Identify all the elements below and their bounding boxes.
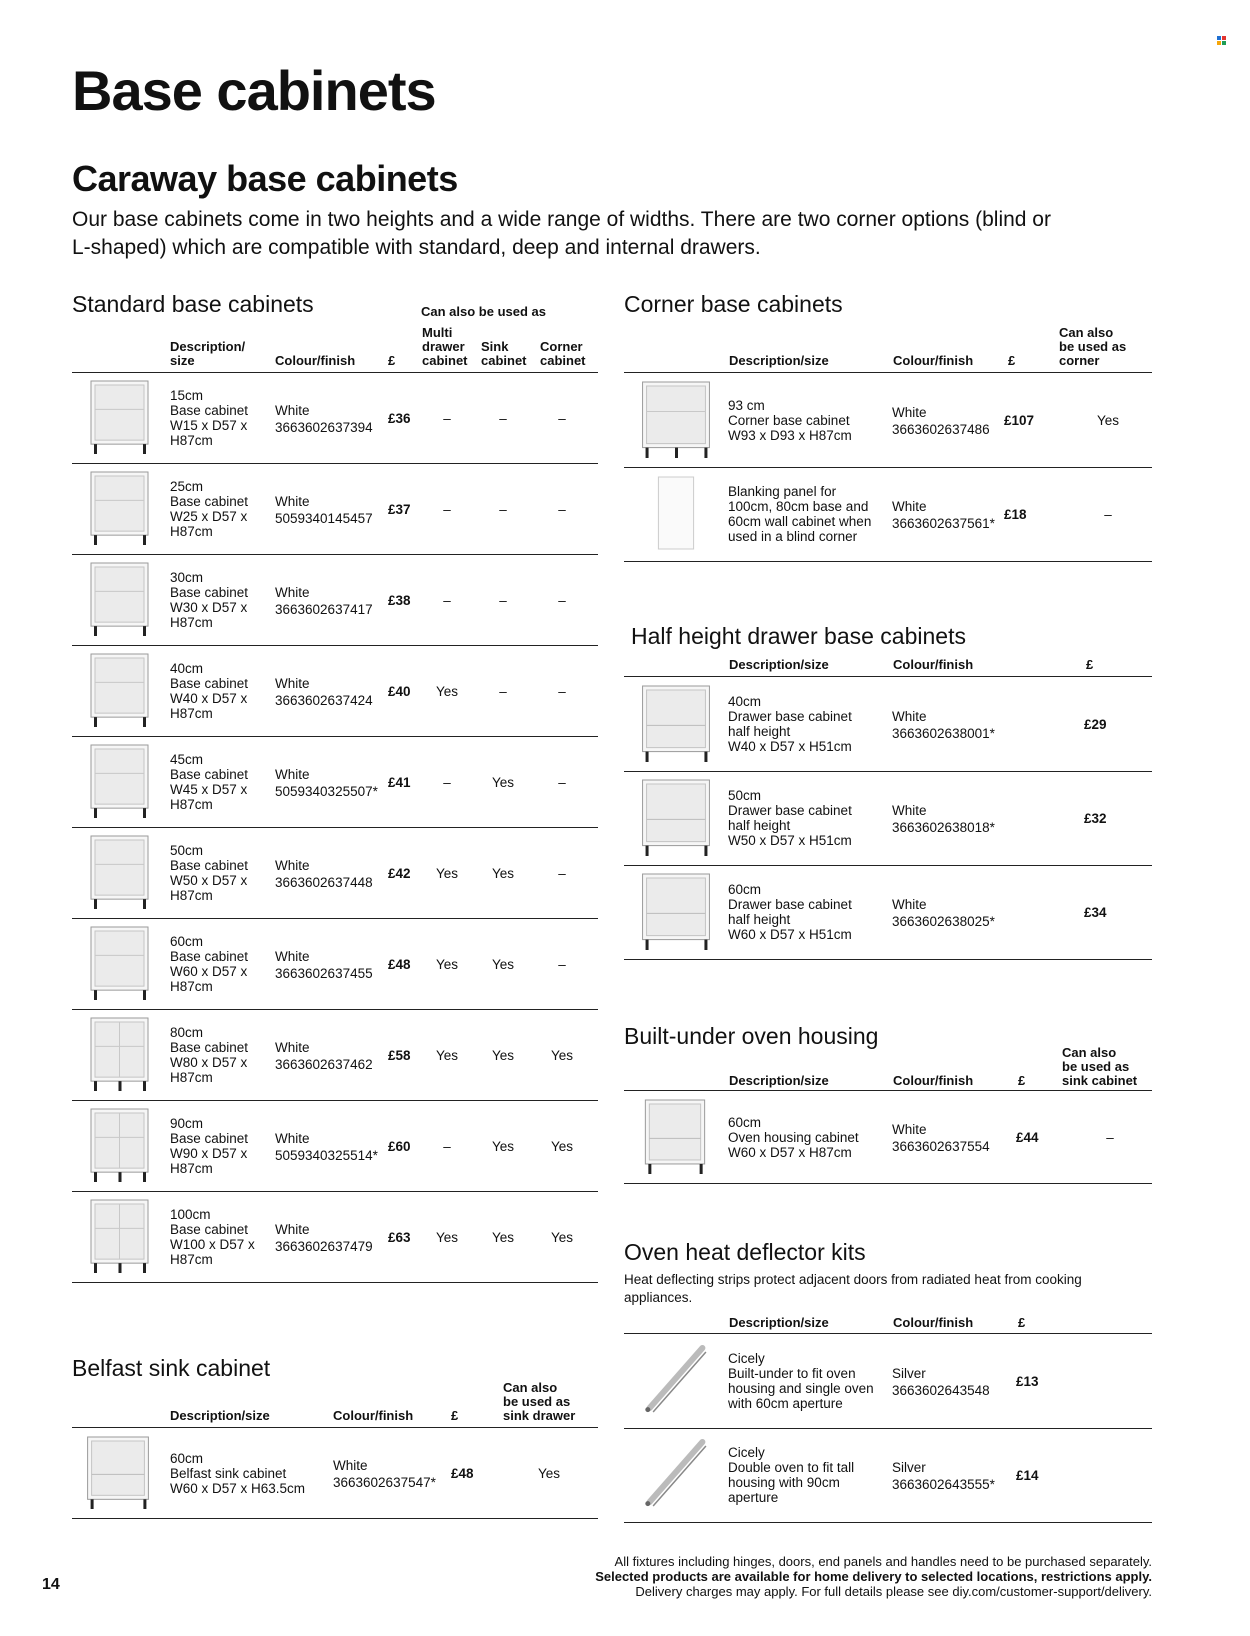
colour-finish: Silver: [892, 1460, 926, 1475]
deflector-header-price: £: [1018, 1315, 1026, 1330]
sink-cabinet-value: Yes: [491, 865, 515, 881]
belfast-section-title: Belfast sink cabinet: [72, 1355, 271, 1381]
multi-drawer-value: –: [443, 410, 451, 426]
price: £38: [388, 592, 411, 608]
sink-cabinet-value: –: [499, 410, 507, 426]
product-code: 3663602637561*: [892, 516, 995, 531]
deflector-header-colour: Colour/finish: [893, 1315, 974, 1330]
price: £32: [1084, 811, 1107, 826]
belfast-sink-cabinet-icon: [78, 1434, 158, 1515]
colour-finish: White: [275, 1130, 310, 1146]
page-number: 14: [42, 1576, 60, 1593]
colour-finish: White: [892, 405, 927, 420]
colour-finish: White: [892, 1122, 927, 1137]
price: £41: [388, 774, 411, 790]
half-header-colour: Colour/finish: [893, 657, 974, 672]
sink-cabinet-value: –: [499, 683, 507, 699]
price: £14: [1016, 1468, 1039, 1483]
multi-drawer-value: Yes: [435, 1047, 459, 1063]
footer-notes: [452, 1554, 1152, 1599]
table-row: [72, 1100, 598, 1192]
base-cabinet-icon: [82, 1015, 157, 1097]
multi-drawer-value: –: [443, 592, 451, 608]
base-cabinet-icon: [82, 1106, 157, 1188]
product-description: 15cm Base cabinet W15 x D57 x H87cm: [170, 387, 249, 448]
sink-cabinet-value: Yes: [491, 1138, 515, 1154]
colour-finish: White: [275, 675, 310, 691]
base-cabinet-icon: [82, 742, 157, 824]
footer-note-charges: Delivery charges may apply. For full details please see diy.com/customer-support/delivery.: [635, 1584, 1152, 1599]
price: £29: [1084, 717, 1107, 732]
price: £42: [388, 865, 411, 881]
table-row: [72, 827, 598, 919]
product-description: 30cm Base cabinet W30 x D57 x H87cm: [170, 569, 249, 630]
product-code: 3663602637462: [275, 1056, 373, 1072]
product-description: Cicely Built-under to fit oven housing and single oven with 60cm aperture: [728, 1351, 874, 1411]
product-description: 100cm Base cabinet W100 x D57 x H87cm: [170, 1206, 255, 1267]
corner-cabinet-value: –: [558, 774, 566, 790]
price: £18: [1004, 507, 1027, 522]
heat-deflector-strip-icon: [632, 1434, 720, 1519]
table-row: [72, 1191, 598, 1283]
colour-finish: White: [275, 584, 310, 600]
price: £58: [388, 1047, 411, 1063]
product-description: Cicely Double oven to fit tall housing with 90cm aperture: [728, 1445, 855, 1505]
base-cabinet-icon: [82, 651, 157, 733]
price: £60: [388, 1138, 411, 1154]
standard-section-title: Standard base cabinets: [72, 291, 314, 317]
sink-cabinet-value: –: [499, 592, 507, 608]
corner-cabinet-value: –: [558, 410, 566, 426]
header-colour: Colour/finish: [275, 353, 356, 368]
multi-drawer-value: Yes: [435, 956, 459, 972]
sink-cabinet-value: Yes: [491, 956, 515, 972]
price: £63: [388, 1229, 411, 1245]
corner-cabinet-value: Yes: [550, 1138, 574, 1154]
product-code: 3663602638001*: [892, 726, 995, 741]
price: £34: [1084, 905, 1107, 920]
table-row: [624, 373, 1152, 468]
product-code: 3663602637486: [892, 422, 990, 437]
sink-cabinet-value: Yes: [491, 1229, 515, 1245]
footer-note-fixtures: All fixtures including hinges, doors, end panels and handles need to be purchased separately.: [614, 1554, 1152, 1569]
multi-drawer-value: –: [443, 1138, 451, 1154]
colour-finish: White: [892, 499, 927, 514]
sink-cabinet-use-value: –: [1106, 1130, 1114, 1145]
product-description: Blanking panel for 100cm, 80cm base and 60cm wall cabinet when used in a blind corner: [728, 484, 872, 544]
corner-cabinet-value: –: [558, 683, 566, 699]
price: £107: [1004, 413, 1035, 428]
colour-finish: White: [892, 709, 927, 724]
oven-housing-section-title: Built-under oven housing: [624, 1023, 879, 1049]
price: £40: [388, 683, 411, 699]
product-description: 80cm Base cabinet W80 x D57 x H87cm: [170, 1024, 249, 1085]
product-description: 50cm Drawer base cabinet half height W50 x D57 x H51cm: [728, 788, 852, 848]
price: £44: [1016, 1130, 1039, 1145]
product-description: 40cm Drawer base cabinet half height W40 x D57 x H51cm: [728, 694, 852, 754]
product-code: 3663602638018*: [892, 820, 995, 835]
corner-cabinet-value: –: [558, 865, 566, 881]
multi-drawer-value: Yes: [435, 865, 459, 881]
base-cabinet-icon: [82, 833, 157, 915]
drawer-base-cabinet-icon: [632, 871, 720, 956]
deflector-header-description: Description/size: [729, 1315, 829, 1330]
corner-header-also: Can also be used as corner: [1059, 325, 1127, 368]
colour-finish: White: [275, 493, 310, 509]
product-code: 3663602637448: [275, 874, 373, 890]
belfast-header-price: £: [451, 1408, 459, 1423]
product-description: 45cm Base cabinet W45 x D57 x H87cm: [170, 751, 249, 812]
base-cabinet-icon: [82, 1197, 157, 1279]
half-header-description: Description/size: [729, 657, 829, 672]
oven-housing-cabinet-icon: [636, 1097, 714, 1180]
sink-drawer-value: Yes: [537, 1466, 561, 1481]
table-row: [72, 1009, 598, 1101]
price: £37: [388, 501, 411, 517]
corner-header-colour: Colour/finish: [893, 353, 974, 368]
page-title: Base cabinets: [72, 59, 436, 122]
colour-finish: White: [275, 1039, 310, 1055]
sink-cabinet-value: Yes: [491, 1047, 515, 1063]
drawer-base-cabinet-icon: [632, 777, 720, 862]
section-subtitle: Caraway base cabinets: [72, 158, 458, 199]
product-code: 3663602643555*: [892, 1477, 995, 1492]
corner-cabinet-icon: [632, 473, 720, 558]
product-code: 3663602637417: [275, 601, 373, 617]
deflector-intro: Heat deflecting strips protect adjacent doors from radiated heat from cooking appliances.: [624, 1272, 1082, 1305]
corner-cabinet-value: –: [558, 501, 566, 517]
product-description: 60cm Base cabinet W60 x D57 x H87cm: [170, 933, 249, 994]
table-row: [624, 865, 1152, 960]
corner-header-description: Description/size: [729, 353, 829, 368]
table-row: [72, 736, 598, 828]
half-height-section-title: Half height drawer base cabinets: [631, 623, 966, 649]
header-price: £: [388, 353, 396, 368]
base-cabinet-icon: [82, 469, 157, 551]
header-sink: Sink cabinet: [481, 339, 527, 368]
corner-cabinet-value: –: [558, 592, 566, 608]
product-code: 3663602643548: [892, 1383, 990, 1398]
table-row: [624, 771, 1152, 866]
product-code: 3663602637424: [275, 692, 373, 708]
product-code: 5059340325514*: [275, 1147, 378, 1163]
header-description: Description/ size: [170, 339, 246, 368]
multi-drawer-value: –: [443, 501, 451, 517]
drawer-base-cabinet-icon: [632, 683, 720, 768]
product-description: 60cm Belfast sink cabinet W60 x D57 x H63.5cm: [170, 1450, 306, 1496]
table-row: [72, 554, 598, 646]
price: £36: [388, 410, 411, 426]
product-code: 3663602637394: [275, 419, 373, 435]
oven-header-colour: Colour/finish: [893, 1073, 974, 1088]
colour-finish: White: [275, 948, 310, 964]
colour-finish: White: [275, 1221, 310, 1237]
table-row: [72, 372, 598, 464]
colour-finish: White: [333, 1458, 368, 1473]
product-description: 60cm Drawer base cabinet half height W60 x D57 x H51cm: [728, 882, 852, 942]
product-description: 90cm Base cabinet W90 x D57 x H87cm: [170, 1115, 249, 1176]
corner-header-price: £: [1008, 353, 1016, 368]
corner-cabinet-value: –: [558, 956, 566, 972]
base-cabinet-icon: [82, 924, 157, 1006]
product-code: 3663602637455: [275, 965, 373, 981]
table-row: [624, 1091, 1152, 1184]
table-row: [72, 645, 598, 737]
colour-finish: White: [275, 857, 310, 873]
table-row: [624, 467, 1152, 562]
price: £13: [1016, 1374, 1039, 1389]
table-row: [72, 918, 598, 1010]
table-row: [72, 463, 598, 555]
colour-finish: White: [892, 803, 927, 818]
colour-finish: Silver: [892, 1366, 926, 1381]
table-row: [624, 1428, 1152, 1523]
product-code: 5059340325507*: [275, 783, 378, 799]
deflector-section-title: Oven heat deflector kits: [624, 1239, 866, 1265]
oven-header-also: Can also be used as sink cabinet: [1062, 1045, 1138, 1088]
sink-cabinet-value: –: [499, 501, 507, 517]
product-description: 25cm Base cabinet W25 x D57 x H87cm: [170, 478, 249, 539]
price: £48: [451, 1466, 474, 1481]
colour-finish: White: [275, 766, 310, 782]
table-row: [72, 1428, 598, 1519]
base-cabinet-icon: [82, 560, 157, 642]
table-row: [624, 677, 1152, 772]
belfast-header-also: Can also be used as sink drawer: [503, 1380, 576, 1423]
oven-header-price: £: [1018, 1073, 1026, 1088]
product-code: 3663602637547*: [333, 1475, 436, 1490]
product-code: 3663602638025*: [892, 914, 995, 929]
sink-cabinet-value: Yes: [491, 774, 515, 790]
corner-section-title: Corner base cabinets: [624, 291, 843, 317]
multi-drawer-value: –: [443, 774, 451, 790]
half-header-price: £: [1086, 657, 1094, 672]
oven-header-description: Description/size: [729, 1073, 829, 1088]
product-code: 3663602637554: [892, 1139, 990, 1154]
product-code: 3663602637479: [275, 1238, 373, 1254]
belfast-header-description: Description/size: [170, 1408, 270, 1423]
product-description: 50cm Base cabinet W50 x D57 x H87cm: [170, 842, 249, 903]
header-corner: Corner cabinet: [540, 339, 586, 368]
header-multi-drawer: Multi drawer cabinet: [422, 325, 468, 368]
product-description: 40cm Base cabinet W40 x D57 x H87cm: [170, 660, 249, 721]
corner-cabinet-value: Yes: [550, 1047, 574, 1063]
colour-finish: White: [275, 402, 310, 418]
table-row: [624, 1334, 1152, 1429]
colour-finish: White: [892, 897, 927, 912]
corner-cabinet-icon: [632, 379, 720, 464]
multi-drawer-value: Yes: [435, 1229, 459, 1245]
header-group-also: Can also be used as: [421, 304, 546, 319]
footer-note-delivery: Selected products are available for home delivery to selected locations, restrictions apply.: [595, 1569, 1152, 1584]
product-code: 5059340145457: [275, 510, 373, 526]
price: £48: [388, 956, 411, 972]
corner-use-value: –: [1104, 507, 1112, 522]
intro-text: Our base cabinets come in two heights and a wide range of widths. There are two corner options (blind or L-shaped) which are compatible with standard, deep and internal drawers.: [72, 208, 1051, 259]
heat-deflector-strip-icon: [632, 1340, 720, 1425]
multi-drawer-value: Yes: [435, 683, 459, 699]
belfast-header-colour: Colour/finish: [333, 1408, 414, 1423]
product-description: 60cm Oven housing cabinet W60 x D57 x H87cm: [728, 1114, 859, 1160]
product-description: 93 cm Corner base cabinet W93 x D93 x H87cm: [728, 397, 852, 443]
corner-cabinet-value: Yes: [550, 1229, 574, 1245]
brand-logo-icon: [1217, 33, 1227, 51]
base-cabinet-icon: [82, 378, 157, 460]
corner-use-value: Yes: [1096, 413, 1120, 428]
